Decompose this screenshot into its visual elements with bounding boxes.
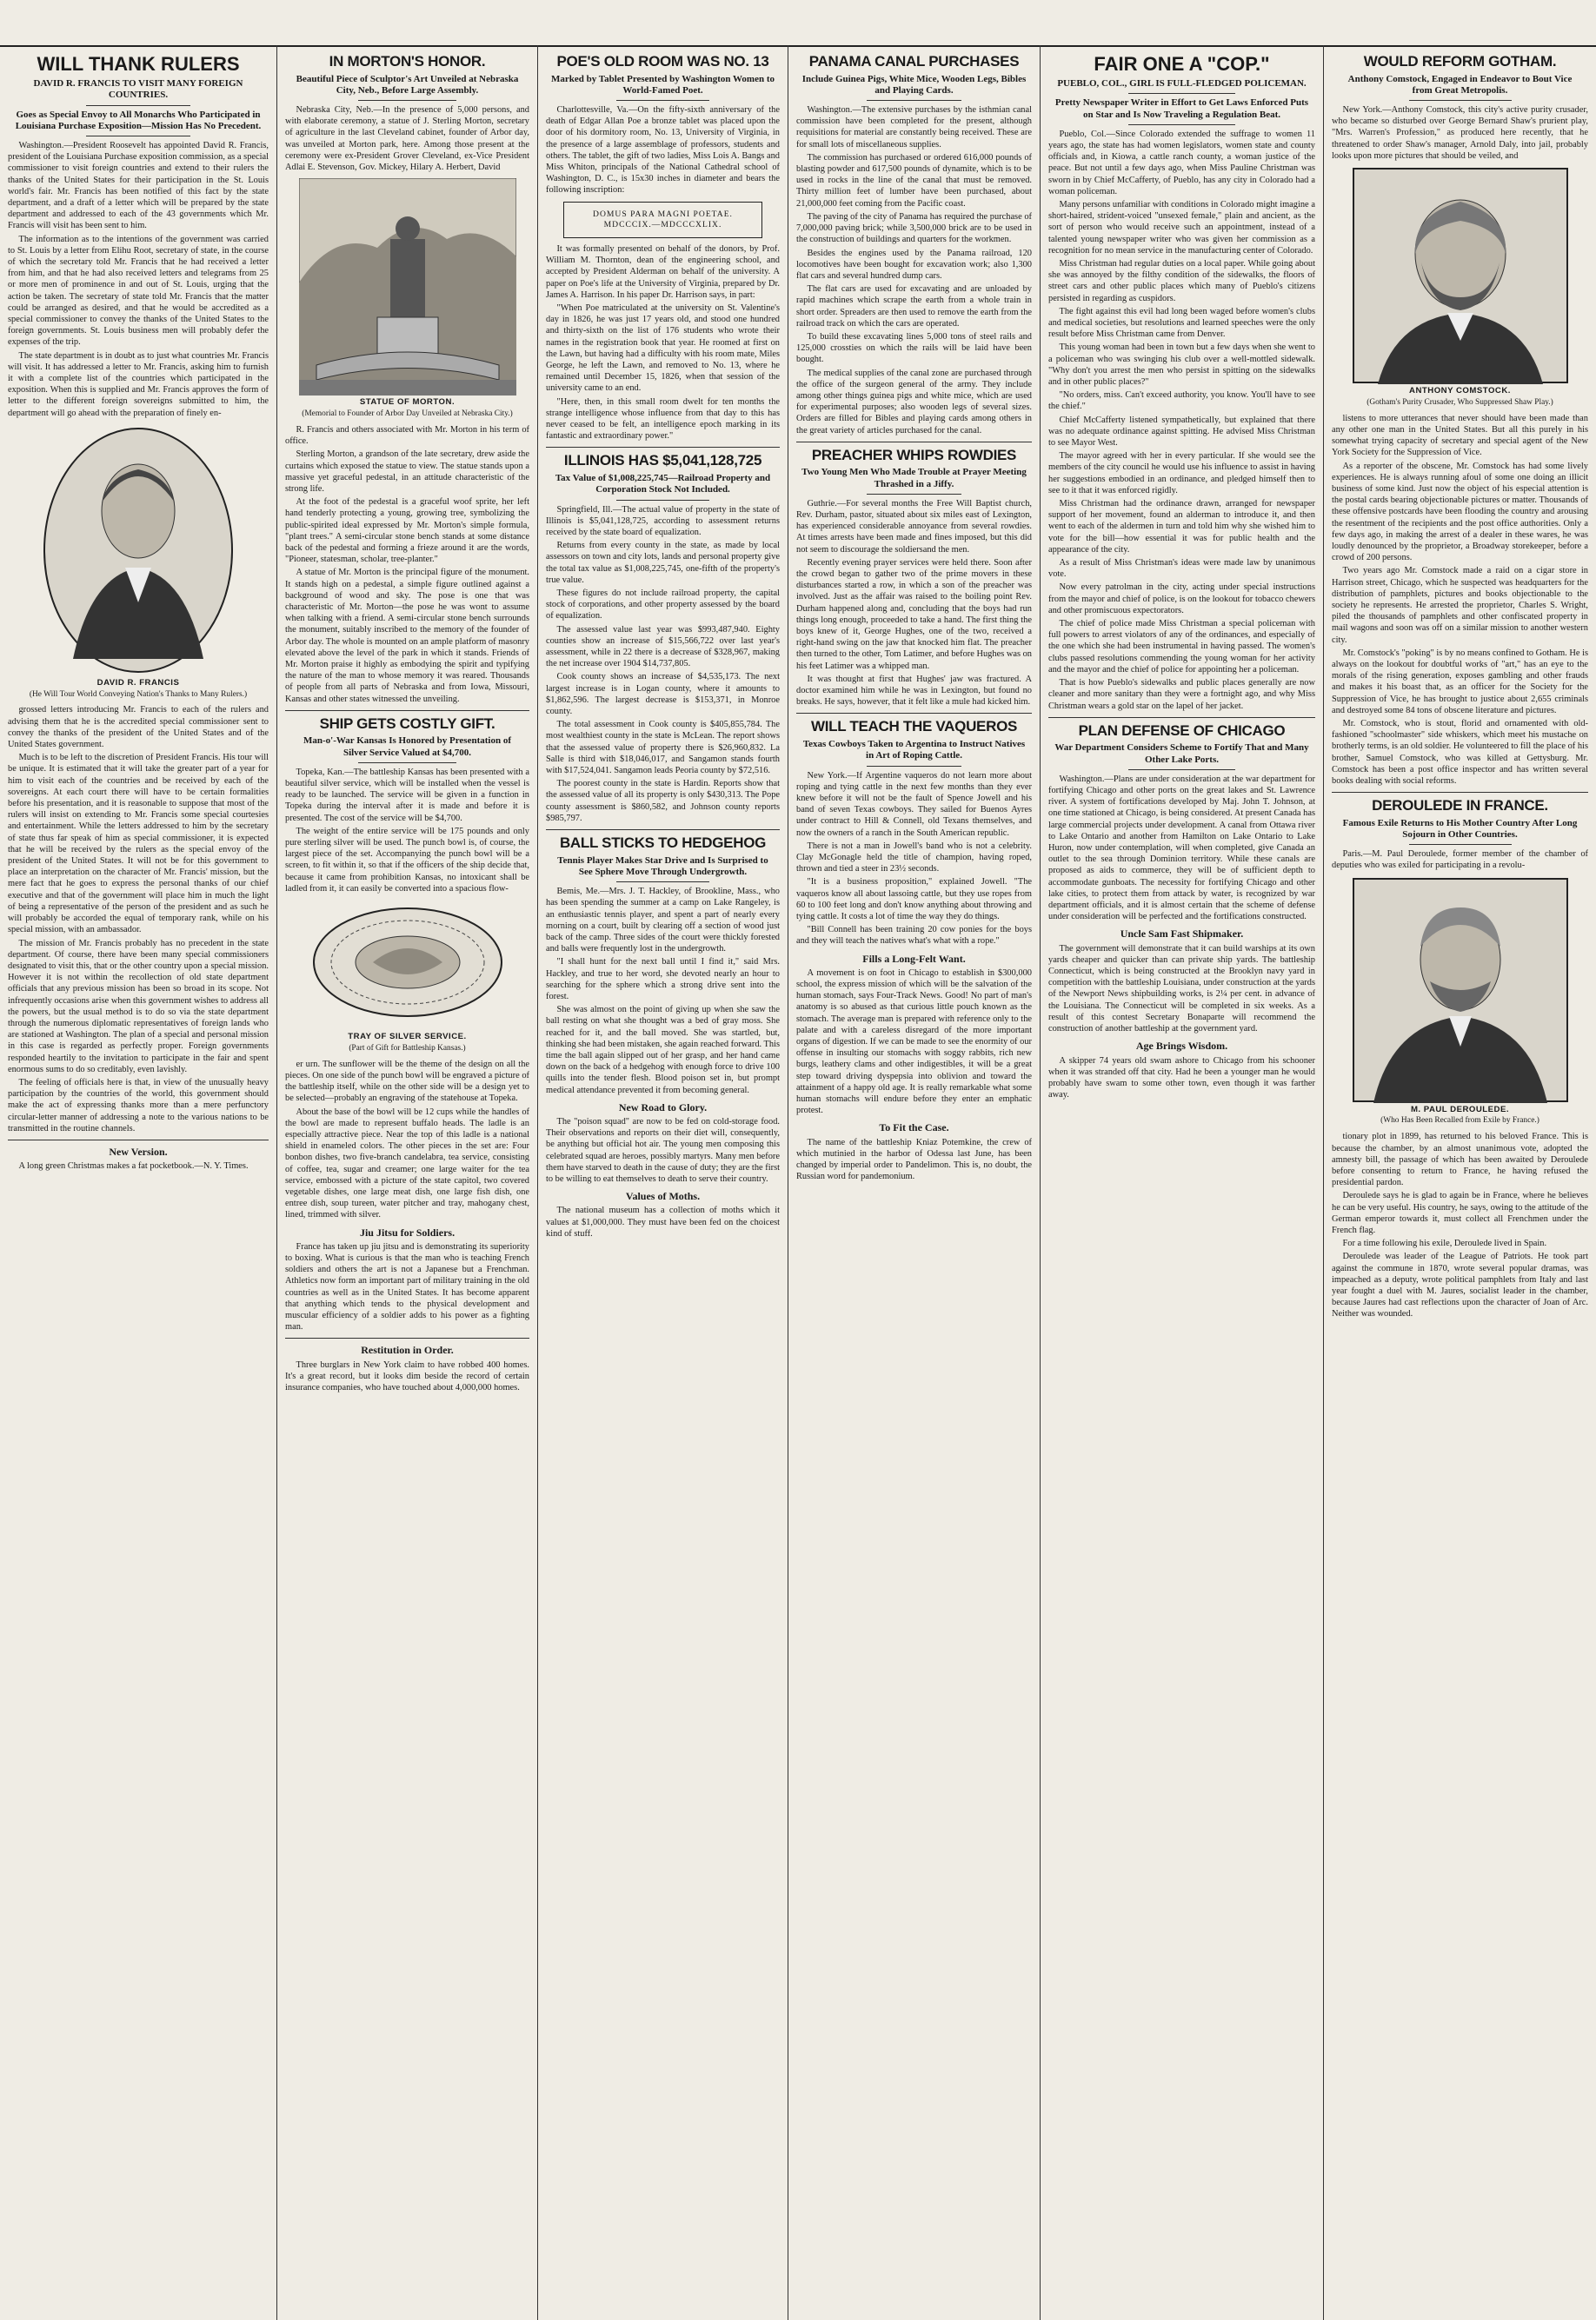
portrait-illustration <box>1352 167 1569 384</box>
paragraph: That is how Pueblo's sidewalks and public places generally are now cleaner and more sanitary than they were a fortnight ago, and why Miss Christman wears a gold star on the lapel of her jacket. <box>1048 678 1315 711</box>
paragraph: The commission has purchased or ordered 616,000 pounds of blasting powder and 617,500 pounds of dynamite, which is to be used in rocks in the line of the canal that must be removed. Thirty million feet of lumber have been purchased, about 21,000,000 feet coming from the Pacific coast. <box>796 152 1032 209</box>
article-shipmaker <box>1048 927 1315 1034</box>
paragraph: The mission of Mr. Francis probably has no precedent in the state department. Of course, there have been many special commissioners designated to visit this, that or the other country upon a special mission. However it is not within the recollection of old state department officials that any previous mission has been so broad in its scope. Not infrequently occasions arise when this government wishes to address all the powers, but the usual method is to do so via the state department through the numerous diplomatic representatives of foreign lands who are stationed at Washington. The plan of a special and personal mission in this case is regarded as perfectly proper. Foreign governments responded heartily to the invitation to participate in the fair and spent enormous sums to do so creditably, even lavishly. <box>8 938 269 1074</box>
figure-note: (Gotham's Purity Crusader, Who Suppressed Shaw Play.) <box>1367 397 1553 407</box>
article-body <box>285 104 529 173</box>
paragraph: Chief McCafferty listened sympathetically, but explained that there was no adequate ordinance against spitting. He advised Miss Christman to see Mayor West. <box>1048 415 1315 449</box>
paragraph: er urn. The sunflower will be the theme of the design on all the pieces. On one side of the punch bowl will be engraved a picture of the battleship itself, while on the other side will be a design yet to be selected—probably an engraving of the statehouse at Topeka. <box>285 1059 529 1104</box>
paragraph: Charlottesville, Va.—On the fifty-sixth anniversary of the death of Edgar Allan Poe a bronze tablet was placed upon the door of his dormitory room, No. 13, University of Virginia, in the presence of a large assemblage of professors, students and others. The tablet, the gift of two ladies, Miss Lois A. Bangs and Miss Whiton, principals of the National Cathedral school of Washington, D. C., is 15x30 inches in diameter and bears the following inscription: <box>546 105 780 196</box>
paragraph: Deroulede was leader of the League of Patriots. He took part against the commune in 1870, wrote several popular dramas, was impeached as a deputy, wrote political pamphlets from Italy and last year fought a duel with M. Jaures, socialist leader in the chamber, because Jaures had cast reflections upon the character of Joan of Arc. Neither was wounded. <box>1332 1252 1588 1320</box>
paragraph: It was formally presented on behalf of the donors, by Prof. William M. Thornton, dean of the engineering school, and accepted by President Alderman on behalf of the university. A paper on Poe's life at the University of Virginia, prepared by Dr. James A. Harrison. In his paper Dr. Harrison says, in part: <box>546 244 780 300</box>
portrait-deroulede <box>1332 877 1588 1127</box>
article-body <box>285 1359 529 1394</box>
paragraph: The state department is in doubt as to just what countries Mr. Francis will visit. It has addressed a letter to Mr. Francis, asking him to furnish it with a complete list of the countries which participated in the exposition. When this is supplied and Mr. Francis approves the form of letter to the different foreign sovereigns submitted to him, the department will go ahead with the preparation of finely en- <box>8 350 269 418</box>
subheadline: Famous Exile Returns to His Mother Country After Long Sojourn in Other Countries. <box>1342 817 1578 841</box>
column-5 <box>1041 50 1323 2320</box>
subheadline: Two Young Men Who Made Trouble at Prayer Meeting Thrashed in a Jiffy. <box>801 467 1027 489</box>
column-2 <box>277 50 537 2320</box>
article-body <box>796 967 1032 1117</box>
headline: New Version. <box>109 1145 168 1158</box>
article-age-wisdom <box>1048 1040 1315 1100</box>
paragraph: A movement is on foot in Chicago to establish in $300,000 school, the express mission of which will be the salvation of the human stomach, says Four-Track News. Good! No part of man's anatomy is so abused as that curious little pouch known as the stomach. The average man is prepared with reference only to the palate and with a careless disregard of the more important organs of digestion. If we can be made to see the enormity of our offense in insulting our stomachs with soggy rabbits, rich new burgs, leathery clams and other indigestibles, it will be a great step toward driving dyspepsia into oblivion and toward the attainment of a happy old age. It is really remarkable what some human stomachs will endure before they enter an emphatic protest. <box>796 967 1032 1116</box>
paragraph: New York.—Anthony Comstock, this city's active purity crusader, who became so disturbed over George Bernard Shaw's prurient play, "Mrs. Warren's Profession," as produced here recently, that he threatened to order Shaw's manager, Arnold Daly, into jail, probably looks upon more pictures that should be veiled, and <box>1332 105 1588 161</box>
paragraph: The total assessment in Cook county is $405,855,784. The most wealthiest county in the state is McLean. The report shows that the assessed value of property there is $26,960,832. La Salle is third with $18,046,017, and Sangamon stands fourth with $17,524,041. Sangamon leads Peoria county by $72,516. <box>546 720 780 776</box>
headline: Values of Moths. <box>625 1190 701 1203</box>
figure-note: (Memorial to Founder of Arbor Day Unveiled at Nebraska City.) <box>302 409 513 419</box>
paragraph: The flat cars are used for excavating and are unloaded by rapid machines which scrape the earth from a whole train in short order. Spreaders are then used to remove the earth from the railroad track on which the cars are operated. <box>796 284 1032 329</box>
paragraph: She was almost on the point of giving up when she saw the ball resting on what she thought was a bed of gray moss. She reached for it, and the ball moved. She was startled, but, thinking she had been mistaken, she again reached forward. This time the ball again slipped out of her grasp, and her hand came down on the back of a hedgehog with enough force to drive 100 quills into the tender flesh. Blood poison set in, but prompt medical attendance prevented it from becoming general. <box>546 1005 781 1095</box>
headline: PLAN DEFENSE OF CHICAGO <box>1078 721 1286 739</box>
statue-illustration <box>285 178 529 419</box>
figure-note: (Who Has Been Recalled from Exile by France.) <box>1380 1116 1539 1126</box>
paragraph: A long green Christmas makes a fat pocketbook.—N. Y. Times. <box>18 1161 249 1172</box>
article-reform-gotham <box>1332 54 1588 787</box>
column-1 <box>0 50 276 2320</box>
paragraph: grossed letters introducing Mr. Francis to each of the rulers and advising them that he is the accredited special commissioner sent to convey the thanks of the president of the United States and of the United States government. <box>8 705 269 750</box>
headline: New Road to Glory. <box>618 1100 708 1113</box>
subheadline: War Department Considers Scheme to Fortify That and Many Other Lake Ports. <box>1054 742 1309 765</box>
article-body <box>1332 848 1588 871</box>
column-4 <box>788 50 1040 2320</box>
article-vaqueros <box>796 719 1032 947</box>
headline: WOULD REFORM GOTHAM. <box>1363 53 1557 70</box>
article-deroulede <box>1332 798 1588 1320</box>
article-new-version <box>8 1146 269 1172</box>
paragraph: New York.—If Argentine vaqueros do not learn more about roping and tying cattle in the next few months than they ever knew before it will not be the fault of Spence Jowell and his band of seven Texas cowboys. They sailed for Buenos Ayres under contract to Hill & Connell, old Texans themselves, and now the owners of a ranch in the South American republic. <box>796 770 1032 838</box>
article-body <box>1332 104 1588 162</box>
paragraph: Much is to be left to the discretion of President Francis. His tour will be unique. It is estimated that it will take the greater part of a year for him to visit each of the countries and be received by each of the sovereigns. At each court there will have to be certain formalities before his presentation, and it is reasonable to suppose that most of the rulers will insist on extending to Mr. Francis some special courtesies and entertainment. While the letters addressed to him by the secretary of state thus far speak of him as special commissioner, it is expected that he will be received by the rulers as the special envoy of the president of the United States. It will not be for this government to place an interpretation on the character of Mr. Francis' mission, but the mere fact that he goes to express the personal thanks of our chief executive and that of the government will place him in much the light of being a representative of the person of the president and as such he will probably be accorded the equal of temporary rank, while on his special mission, with an ambassador. <box>8 753 269 935</box>
portrait-illustration <box>38 424 238 676</box>
article-body <box>1048 774 1315 923</box>
subheadline: Tennis Player Makes Star Drive and Is Surprised to See Sphere Move Through Undergrowth. <box>557 854 768 877</box>
paragraph: The paving of the city of Panama has required the purchase of 7,000,000 paving brick; while 3,500,000 brick are to be used in the construction of buildings and quarters for the workmen. <box>796 211 1032 245</box>
paragraph: There is not a man in Jowell's band who is not a celebrity. Clay McGonagle held the title of champion, having roped, thrown and tied a steer in 23½ seconds. <box>796 841 1032 874</box>
article-body <box>8 1160 269 1172</box>
subheadline: Texas Cowboys Taken to Argentina to Instruct Natives in Art of Roping Cattle. <box>802 739 1026 761</box>
article-defense-chicago <box>1048 723 1315 923</box>
paragraph: The "poison squad" are now to be fed on cold-storage food. Their observations and reports on their diet will, consequently, be anything but official hot air. The young men composing this celebrated squad are heroes, possibly martyrs. Many men before them have starved to death in the cause of duty; they are the first to be willing to eat themselves to death to serve their country. <box>546 1116 780 1184</box>
tablet-inscription <box>563 202 762 238</box>
paragraph: The information as to the intentions of the government was carried to St. Louis by a letter from Elihu Root, secretary of state, in the course of which the secretary told Mr. Francis that he had received a letter from him, and that he had also received letters and telegrams from 25 or more men of prominence in and out of St. Louis, urging that the action be taken. The secretary of state told Mr. Francis that the matter could be arranged as desired, and that he would be accredited as a special commissioner to convey the thanks of the United States to the foreign governments. St. Louis business men will probably defer the expenses of the trip. <box>8 234 269 348</box>
article-ship-gets-gift <box>285 716 529 1221</box>
paragraph: The feeling of officials here is that, in view of the unusually heavy participation by the countries of the world, this government should make the act of expressing thanks more than a mere perfunctory circular-letter manner of addressing a note to the various nations to be transmitted in the routine channels. <box>8 1077 269 1133</box>
inscription-line: DOMUS PARA MAGNI POETAE. <box>593 209 733 219</box>
figure-caption: ANTHONY COMSTOCK. <box>1409 386 1511 396</box>
headline: IN MORTON'S HONOR. <box>329 53 486 70</box>
portrait-illustration <box>1352 877 1569 1103</box>
paragraph: A statue of Mr. Morton is the principal figure of the monument. It stands high on a pedestal, a simple figure outlined against a background of wood and sky. The pose is one that was characteristic of Mr. Morton—the pose he was wont to assume when talking with a friend. A semi-circular stone bench surrounds the monument, suitably inscribed to the memory of the founder of Arbor day. The whole is mounted on an ample platform of masonry elevated above the level of the park in which it stands. Friends of Mr. Morton praise it highly as embodying the spirit and typifying the nature of the man to whose memory it was reared. Thousands of people from all parts of Nebraska and from Iowa, Missouri, Kansas and other states witnessed the unveiling. <box>285 568 529 704</box>
paragraph: About the base of the bowl will be 12 cups while the handles of the bowl are made to represent buffalo heads. The ladle is an especially attractive piece. Near the top of this ladle is a national shield in enameled colors. The other pieces in the set are: Four bonbon dishes, two five-branch candelabra, tea service, consisting of coffee, tea, sugar and creamer; one large waiter for the tea service, embossed with a picture of the state capitol, two covered vegetable dishes, one large meat dish, one large fish dish, one entree dish, soup tureen, water pitcher and tray, mahogany chest, lined, trimmed with silver. <box>285 1107 529 1220</box>
paragraph: "I shall hunt for the next ball until I find it," said Mrs. Hackley, and true to her word, she devoted nearly an hour to searching for the sphere which a strong drive sent into the forest. <box>546 957 780 1001</box>
subheadline: Pretty Newspaper Writer in Effort to Get Laws Enforced Puts on Star and Is Now Traveling a Regulation Beat. <box>1054 97 1309 120</box>
portrait-francis <box>8 424 269 700</box>
paragraph: A skipper 74 years old swam ashore to Chicago from his schooner when it was stranded off that city. Had he been a younger man he would probably have swam to some other town, even though it was farther away. <box>1048 1055 1315 1100</box>
headline: PANAMA CANAL PURCHASES <box>808 53 1020 70</box>
paragraph: As a reporter of the obscene, Mr. Comstock has had some lively experiences. He is always running afoul of some one doing an illicit business of some kind. Just now the object of his especial attention is the postal cards bearing objectionable pictures or matter. Thousands of these offensive postcards have been flooding the country and arousing the resentment of the recipients and the post office authorities. Only a few days ago, in making the arrest of a dealer in these wares, he was loudly denounced by the proprietor, a Broadway storekeeper, before a crowd of 200 persons. <box>1332 461 1588 563</box>
article-road-to-glory <box>546 1101 780 1185</box>
paragraph: Bemis, Me.—Mrs. J. T. Hackley, of Brookline, Mass., who has been spending the summer at a camp on Lake Rangeley, is an enthusiastic tennis player, and spent a part of nearly every morning on a court, built by clearing off a section of wood just back of the camp. Three sides of the court were thickly forested and balls were frequently lost in the undergrowth. <box>546 887 780 954</box>
figure-caption: DAVID R. FRANCIS <box>96 677 180 688</box>
paragraph: The chief of police made Miss Christman a special policeman with full powers to arrest violators of any of the ordinances, and especially of the one which she had been instrumental in having passed. The women's clubs passed resolutions commending the young woman for her activity and the mayor and the chief of police for appointing her a policeman. <box>1048 619 1315 675</box>
subheadline: Tax Value of $1,008,225,745—Railroad Property and Corporation Stock Not Included. <box>555 473 771 495</box>
article-jiu-jitsu <box>285 1226 529 1333</box>
headline: WILL THANK RULERS <box>37 53 240 75</box>
paragraph: Pueblo, Col.—Since Colorado extended the suffrage to women 11 years ago, the state has had women legislators, women state and county officials and, in Kiowa, a cattle ranch county, a woman justice of the peace. But not until a few days ago, when Miss Pauline Christman was sworn in by Chief McCafferty, of Pueblo, has any city in Colorado had a woman policeman. <box>1048 129 1315 196</box>
paragraph: To build these excavating lines 5,000 tons of steel rails and 125,000 crossties on which the rails will be laid have been bought. <box>796 331 1032 365</box>
article-illinois <box>546 453 780 824</box>
paragraph: Miss Christman had regular duties on a local paper. While going about she was annoyed by the filthy condition of the sidewalks, the floors of street cars and other public places which many of Pueblo's citizens persisted in regarding as cuspidors. <box>1048 258 1315 303</box>
headline: ILLINOIS HAS $5,041,128,725 <box>563 452 762 469</box>
article-body <box>1332 1131 1588 1320</box>
paragraph: These figures do not include railroad property, the capital stock of corporations, and other property assessed by the board of equalization. <box>546 588 780 622</box>
headline: DEROULEDE IN FRANCE. <box>1372 797 1548 814</box>
article-body <box>546 243 780 442</box>
paragraph: This young woman had been in town but a few days when she went to a policeman who was swinging his club over a well-mottled sidewalk. "Why don't you arrest the men who persist in spitting on the sidewalks and in other public places?" <box>1048 342 1315 388</box>
paragraph: tionary plot in 1899, has returned to his beloved France. This is because the chamber, by an almost unanimous vote, adopted the amnesty bill, the passage of which has been awaited by Deroulede before consenting to return to France, he having refused the presidential pardon. <box>1332 1132 1588 1188</box>
article-body <box>285 424 529 705</box>
article-fair-one-cop <box>1048 54 1315 712</box>
article-body <box>8 140 269 419</box>
paragraph: Deroulede says he is glad to again be in France, where he believes he can be very useful. His country, he says, owing to the attitude of the German emperor towards it, must collect all Frenchmen under the French flag. <box>1332 1191 1588 1235</box>
article-mortons-honor <box>285 54 529 705</box>
headline: Jiu Jitsu for Soldiers. <box>359 1226 456 1239</box>
paragraph: "It is a business proposition," explained Jowell. "The vaqueros know all about lassoing cattle, but they use ropes from 60 to 100 feet long and don't know anything about throwing and tying cattle. It costs a lot of time the way they do things. <box>796 877 1032 921</box>
paragraph: The poorest county in the state is Hardin. Reports show that the assessed value of all its property is only $430,313. The Pope county assessment is $860,582, and Johnson county reports $985,797. <box>546 779 780 823</box>
subheadline: DAVID R. FRANCIS TO VISIT MANY FOREIGN COUNTRIES. <box>33 78 243 101</box>
column-3 <box>538 50 788 2320</box>
paragraph: "Here, then, in this small room dwelt for ten months the strange intelligence whose influence from that day to this has never ceased to be felt, an intelligence epoch marking in its fantastic and extraordinary power." <box>546 396 780 442</box>
column-6 <box>1324 50 1596 2320</box>
paragraph: Now every patrolman in the city, acting under special instructions from the mayor and chief of police, is on the lookout for tobacco chewers and other promiscuous expectorators. <box>1048 582 1315 615</box>
headline: Uncle Sam Fast Shipmaker. <box>1120 927 1244 941</box>
article-body <box>285 767 529 894</box>
headline: Restitution in Order. <box>361 1344 454 1357</box>
paragraph: "Bill Connell has been training 20 cow ponies for the boys and they will teach the natives what's what with a rope." <box>796 925 1032 947</box>
silver-tray-illustration <box>285 900 529 1054</box>
article-body <box>546 1116 780 1185</box>
paragraph: France has taken up jiu jitsu and is demonstrating its superiority to boxing. What is curious is that the man who is teaching French soldiers and others the art is not a Japanese but a Frenchman. Athletics now form an important part of military training in the old countries as well as in the United States. It has become apparent that anything which tends to the physical development and muscular efficiency of a soldier adds to his power as a fighting man. <box>285 1241 529 1333</box>
headline: WILL TEACH THE VAQUEROS <box>810 718 1018 735</box>
paragraph: Recently evening prayer services were held there. Soon after the crowd began to gather two of the prime movers in these disturbances started a row, in which a son of the preacher was involved. Just as the affair was raised to the boiling point Rev. Durham happened along and, concluding that the boys had run things long enough, proceeded to take a hand. The first thing the boys knew of it, George Hughes, one of the two, received a right-hand swing on the jaw that knocked him flat. The preacher then turned to the other, Tom Latimer, and before Hughes was on his feet Latimer was a whipped man. <box>796 557 1032 671</box>
article-body <box>285 1059 529 1221</box>
article-restitution <box>285 1344 529 1393</box>
article-body <box>546 104 780 196</box>
paragraph: Three burglars in New York claim to have robbed 400 homes. It's a great record, but it looks dim beside the record of certain insurance companies, who have touched about 4,000,000 homes. <box>285 1359 529 1393</box>
article-hedgehog <box>546 835 780 1096</box>
paragraph: The fight against this evil had long been waged before women's clubs and medical societies, but resolutions and learned speeches were the only result before Miss Christman came from Denver. <box>1048 306 1315 340</box>
article-body <box>1048 1055 1315 1101</box>
paragraph: For a time following his exile, Deroulede lived in Spain. <box>1342 1239 1547 1249</box>
paragraph: The name of the battleship Kniaz Potemkine, the crew of which mutinied in the harbor of Odessa last June, has been changed by imperial order to Pandelimon. This is, no doubt, the Russian word for pandemonium. <box>796 1137 1032 1182</box>
figure-caption: STATUE OF MORTON. <box>359 397 456 408</box>
paragraph: Springfield, Ill.—The actual value of property in the state of Illinois is $5,041,128,725, according to assessment returns received by the state board of equalization. <box>546 504 780 537</box>
subheadline: Man-o'-War Kansas Is Honored by Presentation of Silver Service Valued at $4,700. <box>303 735 511 758</box>
paragraph: At the foot of the pedestal is a graceful woof sprite, her left hand tenderly protecting a young, growing tree, symbolizing the public-spirited ideal expressed by Mr. Morton's simple formula, "plant trees." A semi-circular stone bench stands at some distance back of the pedestal and forming a frieze around it are the words, "Pioneer, statesman, scholar, tree-planter." <box>285 497 529 565</box>
article-long-felt-want <box>796 953 1032 1117</box>
headline: Fills a Long-Felt Want. <box>862 952 966 965</box>
subheadline: Beautiful Piece of Sculptor's Art Unveiled at Nebraska City, Neb., Before Large Assembly. <box>296 73 519 96</box>
article-body <box>796 770 1032 947</box>
paragraph: Washington.—The extensive purchases by the isthmian canal commission have been completed for the present, although requisitions for material are constantly being received. These are for small lots of miscellaneous supplies. <box>796 105 1032 150</box>
article-body <box>285 1241 529 1333</box>
headline: POE'S OLD ROOM WAS NO. 13 <box>556 53 769 70</box>
paragraph: Washington.—President Roosevelt has appointed David R. Francis, president of the Louisiana Purchase exposition commission, as a special commissioner to visit foreign countries and extend to their rulers the thanks of the United States for their participation in the St. Louis world's fair. Mr. Francis has been notified of this fact by the state department, and a draft of a letter which will be prepared by the state department and addressed to each of the 43 governments which Mr. Francis will visit has been sent to him. <box>8 140 269 231</box>
paragraph: The medical supplies of the canal zone are purchased through the office of the surgeon general of the army. They include among other things guinea pigs and white mice, which are used for experimental purposes; also wooden legs of several sizes. Orders are filled for Bibles and playing cards among others in the great variety of articles purchased for the canal. <box>796 368 1032 435</box>
article-preacher <box>796 448 1032 708</box>
article-panama <box>796 54 1032 436</box>
article-body <box>796 104 1032 436</box>
subheadline: PUEBLO, COL., GIRL IS FULL-FLEDGED POLICEMAN. <box>1057 78 1307 90</box>
article-body <box>546 1205 780 1240</box>
paragraph: Returns from every county in the state, as made by local assessors on town and city lots, lands and personal property give the total tax value as $1,008,225,745, one-fifth of the property's true value. <box>546 541 780 585</box>
headline: PREACHER WHIPS ROWDIES <box>811 446 1017 463</box>
article-poes-room <box>546 54 780 442</box>
article-body <box>546 886 780 1096</box>
headline: To Fit the Case. <box>879 1121 949 1134</box>
article-body <box>1048 129 1315 712</box>
paragraph: listens to more utterances that never should have been made than any other one man in the United States. But all this purely in his somewhat trying capacity of secretary and special agent of the New York Society for the Suppression of Vice. <box>1332 413 1588 458</box>
paragraph: The assessed value last year was $993,487,940. Eighty counties show an increase of $15,566,722 over last year's assessment, while in 22 there is a decrease of $328,967, making the net increase over 1904 $14,737,805. <box>546 624 780 669</box>
paragraph: The national museum has a collection of moths which it values at $1,000,000. They must have been fed on the choicest kind of stuff. <box>546 1206 780 1239</box>
figure-note: (Part of Gift for Battleship Kansas.) <box>349 1043 466 1053</box>
inscription-line: MDCCCIX.—MDCCCXLIX. <box>603 219 722 229</box>
subheadline: Goes as Special Envoy to All Monarchs Who Participated in Louisiana Purchase Exposition—Mission Has No Precedent. <box>15 109 262 131</box>
paragraph: "When Poe matriculated at the university on St. Valentine's day in 1826, he was just 17 years old, and stood one hundred and thirty-sixth on the list of 176 students who wrote their names in the registration book that year. He roomed at first on the Lawn, but having had a difficulty with his room mate, Miles George, he left the Lawn, and removed to No. 13, where he remained until December 15, 1826, when that session of the university came to an end. <box>546 303 780 394</box>
figure-note: (He Will Tour World Conveying Nation's Thanks to Many Rulers.) <box>29 689 248 699</box>
article-fit-the-case <box>796 1121 1032 1182</box>
article-body <box>546 504 780 824</box>
article-body <box>8 704 269 1134</box>
article-body <box>796 1137 1032 1183</box>
paragraph: Mr. Comstock, who is stout, florid and ornamented with old-fashioned "schoolmaster" side whiskers, which meet his mustache on brotherly terms, is an old soldier. He volunteered to fill the place of his brother, Samuel Comstock, who was killed at Gettysburg. Mr. Comstock has been a post office inspector and has written several books dealing with social reforms. <box>1332 718 1588 786</box>
paragraph: Two years ago Mr. Comstock made a raid on a cigar store in Harrison street, Chicago, which he suspected was headquarters for the distribution of pamphlets, pictures and books objectionable to the society he represents. He arrested the proprietor, Charles S. Wright, piled the thousands of pamphlets and other confiscated property in mail wagons and soon was off on a similar mission to another western city. <box>1332 566 1588 645</box>
paragraph: The government will demonstrate that it can build warships at its own yards cheaper and quicker than can private ship yards. The battleship Connecticut, which is being constructed at the Brooklyn navy yard in competition with the battleship Louisiana, under construction at the yards of the Newport News shipbuilding works, is 2¼ per cent. in advance of the Louisiana. The Connecticut will be completed in six weeks. As a result of this contest Secretary Bonaparte will recommend the construction of another battleship at the government yard. <box>1048 943 1315 1034</box>
paragraph: It was thought at first that Hughes' jaw was fractured. A doctor examined him while he was in Lexington, but found no breaks. He says, however, that it felt like a mule had kicked him. <box>796 674 1032 708</box>
paragraph: "No orders, miss. Can't exceed authority, you know. You'll have to see the chief." <box>1048 390 1315 412</box>
paragraph: As a result of Miss Christman's ideas were made law by unanimous vote. <box>1048 558 1315 580</box>
paragraph: Many persons unfamiliar with conditions in Colorado might imagine a short-haired, strident-voiced "unsexed female," plain and ancient, as the sort of person who would receive such an appointment, instead of a talented young newspaper writer who was given her commission as a recognition for no mean service in the manufacturing center of Colorado. <box>1048 199 1315 256</box>
article-moths <box>546 1190 780 1240</box>
paragraph: Sterling Morton, a grandson of the late secretary, drew aside the curtains which exposed the statue to view. The statue stands upon a massive yet graceful pedestal, in an attitude characteristic of the strong life. <box>285 449 529 494</box>
paragraph: Guthrie.—For several months the Free Will Baptist church, Rev. Durham, pastor, situated about six miles east of Lexington, has experienced considerable annoyance from several rowdies. At times arrests have been made and fines imposed, but this did not seem to discourage the soldiersand the men. <box>796 498 1032 555</box>
subheadline: Include Guinea Pigs, White Mice, Wooden Legs, Bibles and Playing Cards. <box>801 73 1027 96</box>
article-will-thank-rulers <box>8 54 269 1134</box>
paragraph: Miss Christman had the ordinance drawn, arranged for newspaper support of her movement, found an alderman to introduce it, and then went to each of the aldermen in turn and told him why she wished him to vote for the bill—how essential it was for public health and the appearance of the city. <box>1048 499 1315 555</box>
headline: BALL STICKS TO HEDGEHOG <box>559 834 767 852</box>
article-body <box>1332 413 1588 788</box>
paragraph: Cook county shows an increase of $4,535,173. The next largest increase is in Logan county, where it amounts to $1,862,596. The largest decrease is $153,371, in Monroe county. <box>546 672 780 716</box>
article-body <box>796 498 1032 708</box>
figure-caption: TRAY OF SILVER SERVICE. <box>348 1032 467 1042</box>
headline: SHIP GETS COSTLY GIFT. <box>319 715 495 732</box>
subheadline: Marked by Tablet Presented by Washington Women to World-Famed Poet. <box>551 73 775 96</box>
statue-image <box>299 178 516 396</box>
paragraph: Mr. Comstock's "poking" is by no means confined to Gotham. He is always on the lookout for doubtful works of "art," has an eye to the morals of the rising generation, exposes gambling and other frauds and makes it his boast that, as an officer for the Society for the Suppression of Vice, he has brought to justice about 2,655 criminals and destroyed some 84 tons of obscene literature and pictures. <box>1332 648 1588 715</box>
paragraph: Washington.—Plans are under consideration at the war department for fortifying Chicago and other ports on the great lakes and St. Lawrence river. A system of fortifications developed by Maj. John T. Johnson, at one time stationed at Chicago, is being considered. At present Canada has large commercial projects under development. A canal from Ottawa river to Lake Ontario and another from Hamilton on Lake Ontario to Lake Huron, now under contemplation, will when completed, give Canada an outlet to the sea through Dominion territory. While these canals are proposed as aids to commerce, they will be of sufficient depth to accommodate gunboats. The necessity for fortifying Chicago and other lake cities, to protect them from attack by water, is recognized by war department officials, and it is almost certain that the scheme of defense under consideration will be perfected and the fortifications constructed. <box>1048 774 1315 922</box>
article-body <box>1048 943 1315 1035</box>
paragraph: R. Francis and others associated with Mr. Morton in his term of office. <box>285 424 529 447</box>
subheadline: Anthony Comstock, Engaged in Endeavor to Bout Vice from Great Metropolis. <box>1347 73 1573 96</box>
tray-image <box>308 900 508 1030</box>
paragraph: The weight of the entire service will be 175 pounds and only pure sterling silver will be used. The punch bowl is, of course, the largest piece of the set. Accompanying the punch bowl will be a screen, to fit within it, so that if the officers of the ship decide that, because it came from prohibition Kansas, no intoxicant shall be ladled from it, it can easily be converted into a spacious flow- <box>285 826 529 894</box>
headline: Age Brings Wisdom. <box>1135 1040 1228 1053</box>
masthead-rule <box>0 45 1596 47</box>
paragraph: Besides the engines used by the Panama railroad, 120 locomotives have been bought for excavation work; also 1,300 flat cars and several hundred dump cars. <box>796 248 1032 281</box>
paragraph: The mayor agreed with her in every particular. If she would see the members of the city council he would use his influence to assist in having her suggestions embodied in an ordinance, and pledged himself then to see to it that it was enforced rigidly. <box>1048 451 1315 495</box>
paragraph: Paris.—M. Paul Deroulede, former member of the chamber of deputies who was exiled for participating in a revolu- <box>1332 849 1588 871</box>
figure-caption: M. PAUL DEROULEDE. <box>1410 1104 1510 1114</box>
portrait-comstock <box>1332 167 1588 408</box>
paragraph: Topeka, Kan.—The battleship Kansas has been presented with a beautiful silver service, which will be installed when the vessel is ready to be launched. The service will be given in a function in Topeka during the interval after it is made and before it is presented. The cost of the service will be $4,700. <box>285 767 529 823</box>
headline: FAIR ONE A "COP." <box>1094 53 1270 75</box>
paragraph: Nebraska City, Neb.—In the presence of 5,000 persons, and with elaborate ceremony, a statue of J. Sterling Morton, secretary of agriculture in the last Cleveland cabinet, founder of Arbor day, was unveiled at Morton park, here. Among those present at the ceremony were ex-President Grover Cleveland, ex-Vice President Adlai E. Stevenson, Gov. Mickey, Hilary A. Herbert, David <box>285 105 529 173</box>
